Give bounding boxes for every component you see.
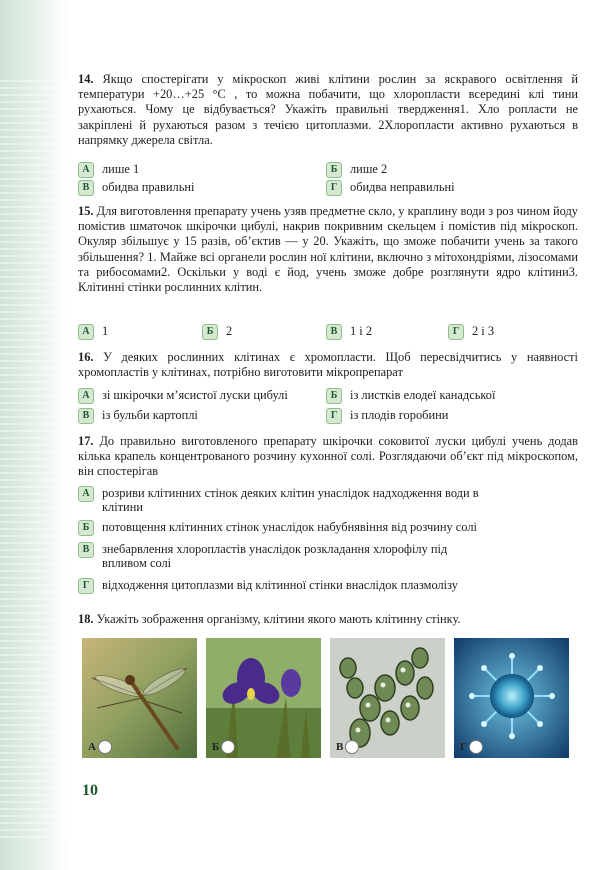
option-text: із плодів горобини	[350, 408, 449, 422]
answer-circle[interactable]	[345, 740, 359, 754]
image-letter: А	[88, 741, 96, 753]
option-letter: А	[78, 324, 94, 340]
question-18	[78, 612, 578, 627]
option-text: знебарвлення хлоропластів унаслідок розкладання хлорофілу під впливом солі	[102, 542, 448, 570]
option-letter: В	[326, 324, 342, 340]
option-text: розриви клітинних стінок деяких клітин унаслідок надходження води в клітини	[102, 486, 479, 514]
option-v[interactable]	[78, 180, 194, 196]
question-17	[78, 434, 578, 480]
answer-circle[interactable]	[221, 740, 235, 754]
question-15	[78, 204, 578, 295]
option-letter: Б	[326, 388, 342, 404]
option-text: зі шкірочки м’ясистої луски цибулі	[102, 388, 288, 402]
option-g[interactable]	[326, 408, 448, 424]
option-letter: Г	[326, 408, 342, 424]
dragonfly-image[interactable]	[82, 638, 197, 758]
image-label	[336, 740, 359, 754]
option-v[interactable]	[326, 324, 372, 340]
yeast-cells-image[interactable]	[330, 638, 445, 758]
question-text: Якщо спостерігати у мікроскоп живі клітини рослин за яскравого освітлення й температури +20…+25 °С , то можна побачити, що хлоропласти всередині клі тини рухаються. Чому це відбувається? Укажіть правильні твердження1. Хло ропласти не закріплені й рухаються разом з течією цитоплазми. 2Хлоропласти активно рухаються в напрямку джерела світла.	[78, 72, 578, 147]
option-g[interactable]	[78, 578, 548, 594]
option-text: обидва неправильні	[350, 180, 455, 194]
option-text: обидва правильні	[102, 180, 195, 194]
image-letter: Г	[460, 741, 467, 753]
image-label	[88, 740, 112, 754]
iris-flower-image[interactable]	[206, 638, 321, 758]
option-text: із бульби картоплі	[102, 408, 198, 422]
option-b[interactable]	[326, 162, 387, 178]
question-text: У деяких рослинних клітинах є хромопласти. Щоб пересвідчитись у наявності хромопластів у клітинах, потрібно виготовити мікропрепарат	[78, 350, 578, 380]
option-letter: А	[78, 486, 94, 502]
answer-circle[interactable]	[98, 740, 112, 754]
question-14	[78, 72, 578, 148]
decorative-side-band	[0, 0, 70, 870]
option-letter: Б	[202, 324, 218, 340]
option-letter: Г	[326, 180, 342, 196]
option-letter: Г	[448, 324, 464, 340]
option-v[interactable]	[78, 408, 198, 424]
question-16	[78, 350, 578, 380]
option-a[interactable]	[78, 162, 139, 178]
question-number: 15.	[78, 204, 94, 218]
question-number: 17.	[78, 434, 94, 448]
option-letter: В	[78, 180, 94, 196]
option-text: 1	[102, 324, 109, 338]
option-a[interactable]	[78, 324, 108, 340]
option-text: відходження цитоплазми від клітинної стінки внаслідок плазмолізу	[102, 578, 458, 592]
option-a[interactable]	[78, 388, 288, 404]
option-b[interactable]	[78, 520, 538, 536]
virus-image[interactable]	[454, 638, 569, 758]
answer-circle[interactable]	[469, 740, 483, 754]
image-row	[78, 638, 578, 762]
option-b[interactable]	[326, 388, 495, 404]
option-letter: В	[78, 408, 94, 424]
question-number: 18.	[78, 612, 94, 626]
option-letter: Б	[326, 162, 342, 178]
option-g[interactable]	[326, 180, 455, 196]
question-text: Укажіть зображення організму, клітини якого мають клітинну стінку.	[96, 612, 461, 626]
option-text: лише 2	[350, 162, 388, 176]
image-label	[212, 740, 235, 754]
option-letter: А	[78, 388, 94, 404]
question-number: 16.	[78, 350, 94, 364]
option-text: потовщення клітинних стінок унаслідок набубнявіння від розчину солі	[102, 520, 477, 534]
option-letter: А	[78, 162, 94, 178]
image-letter: Б	[212, 741, 220, 753]
image-label	[460, 740, 483, 754]
option-a[interactable]	[78, 486, 508, 514]
page-number: 10	[82, 782, 98, 799]
option-b[interactable]	[202, 324, 232, 340]
option-letter: Б	[78, 520, 94, 536]
question-text: До правильно виготовленого препарату шкірочки соковитої луски цибулі учень додав кілька крапель концентрованого розчину кухонної солі. Розглядаючи об’єкт під мікроскопом, він спостерігав	[78, 434, 578, 479]
option-text: лише 1	[102, 162, 140, 176]
option-text: 2 і 3	[472, 324, 495, 338]
option-text: 1 і 2	[350, 324, 373, 338]
option-g[interactable]	[448, 324, 494, 340]
option-letter: В	[78, 542, 94, 558]
option-letter: Г	[78, 578, 94, 594]
image-letter: В	[336, 741, 344, 753]
question-text: Для виготовлення препарату учень узяв предметне скло, у краплину води з роз чином йоду помістив шматочок шкірочки цибулі, накрив покривним скельцем і помістив під мікроскоп. Окуляр збільшує у 15 разів, об’єктив — у 20. Укажіть, що зможе побачити учень за такого збільшення? 1. Майже всі органели рослин ної клітини, включно з мітохондріями, лізосомами та рибосомами2. Оскільки у воді є йод, учень зможе добре розглянути ядро клітини3. Клітинні стінки рослинних клітин.	[78, 204, 578, 295]
option-text: із листків елодеї канадської	[350, 388, 496, 402]
option-text: 2	[226, 324, 233, 338]
question-number: 14.	[78, 72, 94, 86]
option-v[interactable]	[78, 542, 508, 570]
